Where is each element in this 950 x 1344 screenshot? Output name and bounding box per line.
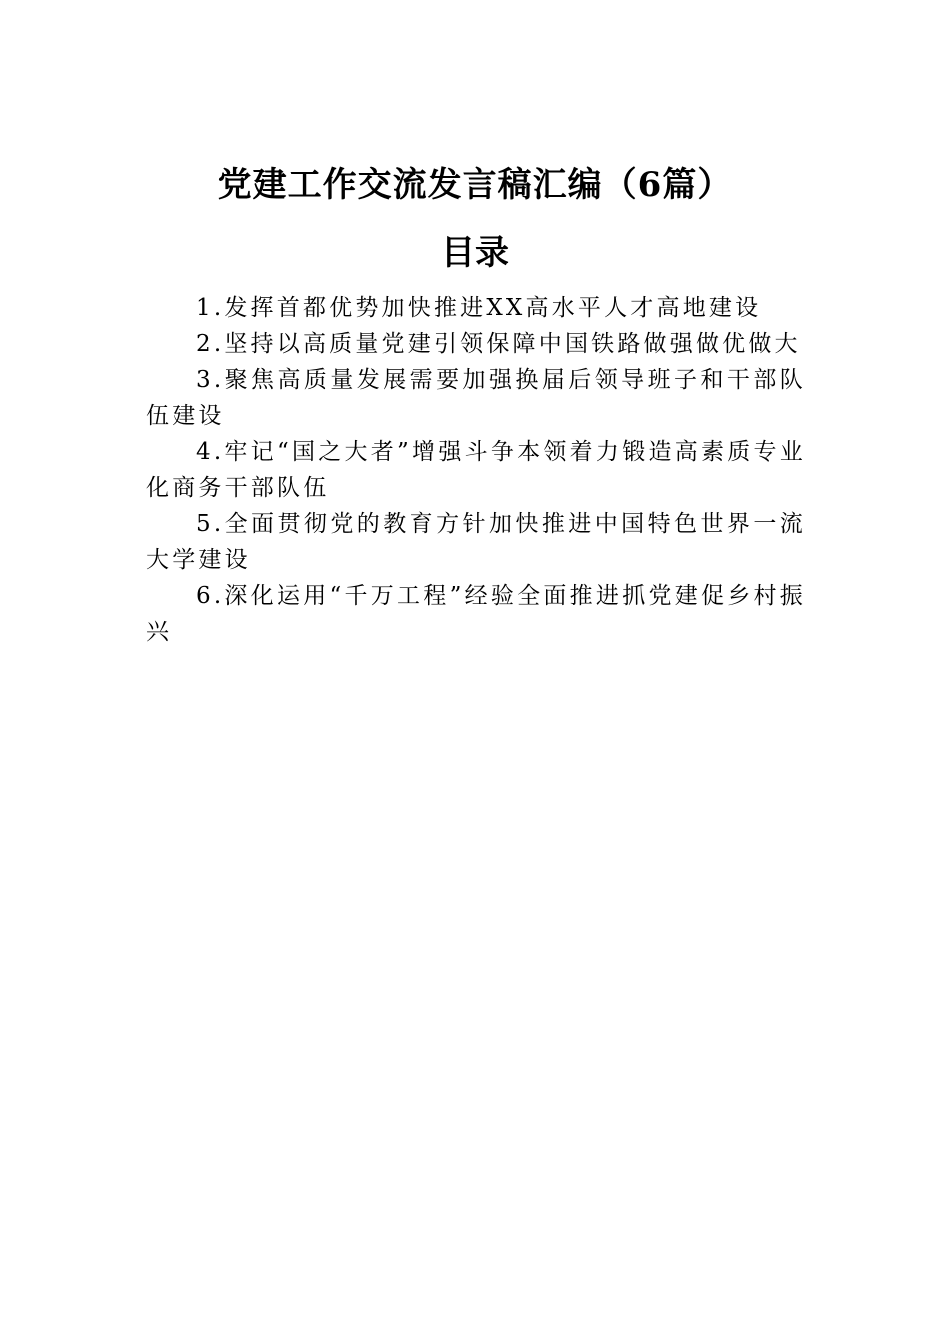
toc-item-2: 2.坚持以高质量党建引领保障中国铁路做强做优做大 (196, 331, 801, 357)
toc-item-4: 4.牢记“国之大者”增强斗争本领着力锻造高素质专业化商务干部队伍 (146, 439, 806, 501)
toc-item-3: 3.聚焦高质量发展需要加强换届后领导班子和干部队伍建设 (146, 367, 806, 429)
table-of-contents (146, 290, 806, 650)
toc-item-5: 5.全面贯彻党的教育方针加快推进中国特色世界一流大学建设 (146, 511, 806, 573)
document-title: 党建工作交流发言稿汇编（6篇） (217, 165, 733, 205)
toc-item-6: 6.深化运用“千万工程”经验全面推进抓党建促乡村振兴 (146, 583, 806, 645)
toc-heading: 目录 (441, 233, 509, 273)
toc-item-1: 1.发挥首都优势加快推进XX高水平人才高地建设 (196, 295, 762, 321)
